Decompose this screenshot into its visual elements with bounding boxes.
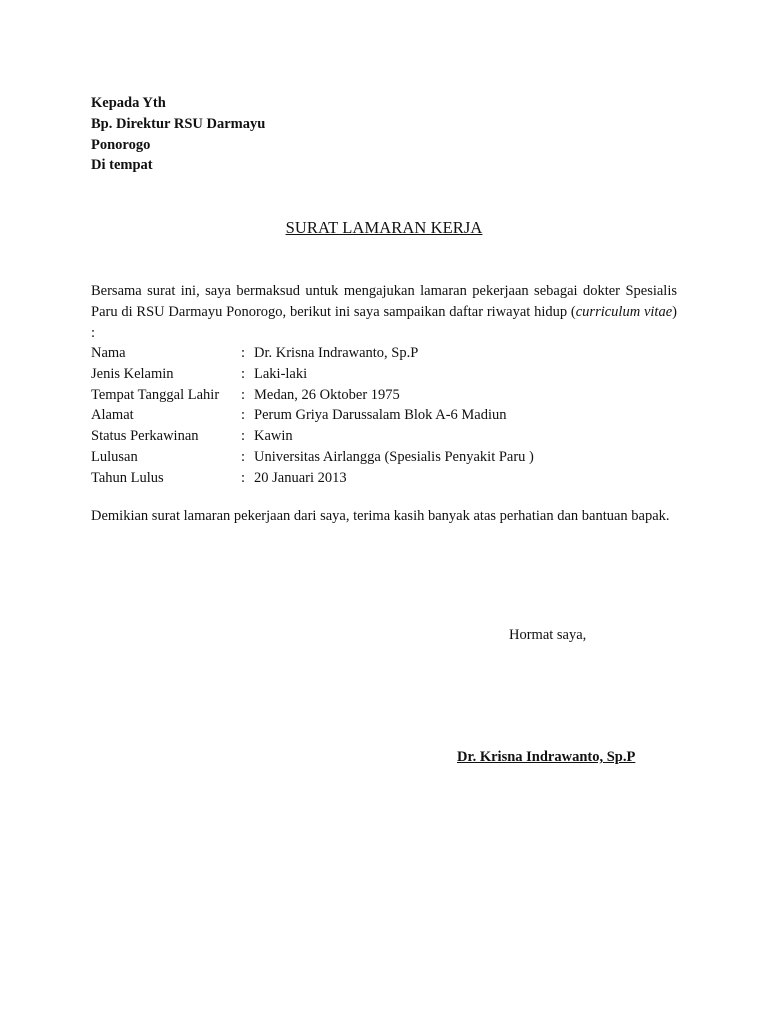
detail-separator: :: [241, 407, 246, 424]
detail-value: Dr. Krisna Indrawanto, Sp.P: [254, 345, 419, 361]
signer-name: Dr. Krisna Indrawanto, Sp.P: [457, 749, 636, 765]
intro-text-italic: curriculum vitae: [575, 303, 673, 320]
detail-value: Universitas Airlangga (Spesialis Penyakit Paru ): [254, 448, 534, 465]
detail-label: Status Perkawinan: [91, 428, 199, 445]
detail-row-nama: [91, 343, 534, 364]
recipient-block: [91, 93, 265, 176]
detail-row-jenis-kelamin: [91, 364, 534, 385]
recipient-line-place: Di tempat: [91, 157, 153, 174]
detail-row-status-perkawinan: [91, 426, 534, 447]
detail-row-alamat: [91, 405, 534, 426]
intro-text-before: Bersama surat ini, saya bermaksud untuk mengajukan lamaran pekerjaan sebagai dokter Spesialis Paru di RSU Darmayu Ponorogo, berikut ini saya sampaikan daftar riwayat hidup (: [91, 283, 677, 320]
recipient-line-position: Bp. Direktur RSU Darmayu: [91, 115, 266, 132]
recipient-line-city: Ponorogo: [91, 136, 151, 153]
detail-value: 20 Januari 2013: [254, 469, 347, 486]
recipient-line-greeting: Kepada Yth: [91, 95, 166, 111]
detail-label: Tahun Lulus: [91, 469, 164, 486]
detail-label: Nama: [91, 345, 126, 361]
regards-text: Hormat saya,: [509, 627, 587, 643]
detail-separator: :: [241, 448, 246, 465]
detail-row-lulusan: [91, 447, 534, 468]
detail-label: Lulusan: [91, 448, 138, 465]
detail-value: Kawin: [254, 428, 293, 445]
detail-label: Tempat Tanggal Lahir: [91, 386, 220, 403]
detail-separator: :: [241, 386, 246, 403]
detail-separator: :: [241, 428, 246, 445]
detail-label: Alamat: [91, 407, 134, 424]
detail-row-tahun-lulus: [91, 468, 534, 489]
detail-value: Laki-laki: [254, 365, 308, 382]
closing-paragraph: Demikian surat lamaran pekerjaan dari saya, terima kasih banyak atas perhatian dan bantuan bapak.: [91, 508, 670, 524]
intro-text-after: ) :: [91, 303, 677, 341]
detail-row-tempat-tanggal-lahir: [91, 385, 534, 406]
letter-title: SURAT LAMARAN KERJA: [285, 218, 483, 237]
detail-separator: :: [241, 365, 246, 382]
detail-label: Jenis Kelamin: [91, 365, 174, 382]
intro-paragraph: [91, 281, 677, 343]
detail-separator: :: [241, 469, 246, 486]
detail-separator: :: [241, 345, 246, 361]
detail-value: Medan, 26 Oktober 1975: [254, 386, 400, 403]
detail-value: Perum Griya Darussalam Blok A-6 Madiun: [254, 407, 507, 424]
details-table: [91, 343, 534, 489]
